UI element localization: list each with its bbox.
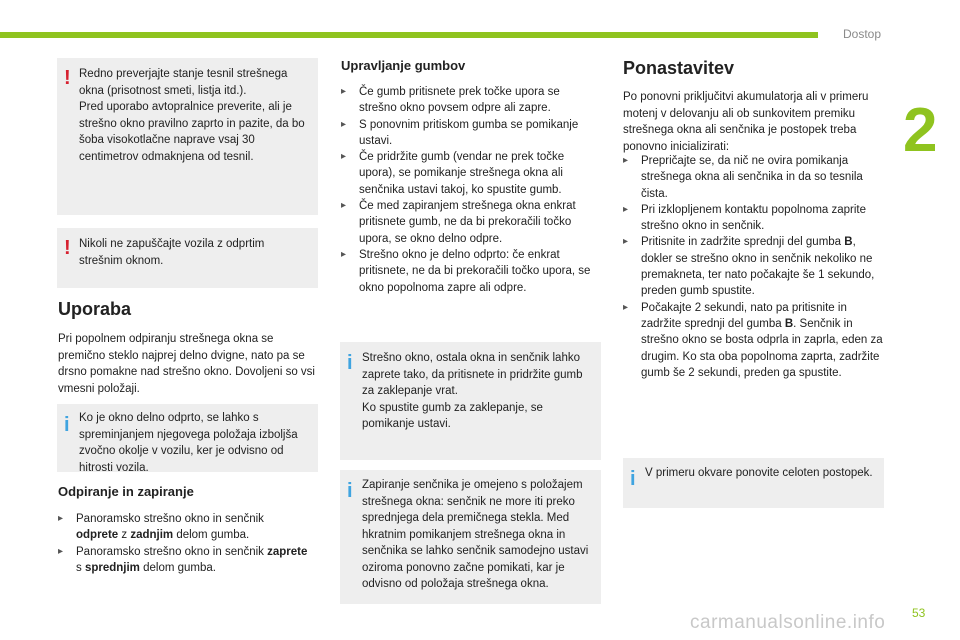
warning-icon: !	[64, 67, 71, 89]
warning-icon: !	[64, 237, 71, 259]
list-item: ▸ Pritisnite in zadržite sprednji del gumba B, dokler se strešno okno in senčnik nekoliko ne premakneta, ter nato počakajte še 1 sekundo, preden gumb spustite.	[623, 236, 875, 298]
list-item: ▸ Če med zapiranjem strešnega okna enkrat pritisnete gumb, ne da bi prekoračili točko upora, se okno delno odpre.	[341, 200, 576, 245]
info-text-lock-button: Strešno okno, ostala okna in senčnik lahko zaprete tako, da pritisnete in pridržite gumb za zaklepanje vrat. Ko spustite gumb za zaklepanje, se pomikanje ustavi.	[362, 352, 583, 430]
ponastavitev-heading: Ponastavitev	[623, 58, 735, 78]
uporaba-paragraph: Pri popolnem odpiranju strešnega okna se premično steklo najprej delno dvigne, nato pa se drsno pomakne nad strešno okno. Dovoljeni so vsi vmesni položaji.	[58, 333, 315, 395]
info-icon: i	[64, 414, 70, 436]
info-icon: i	[630, 468, 636, 490]
arrow-bullet-icon: ▸	[623, 203, 629, 215]
info-box-repeat	[623, 458, 884, 508]
warning-text-seals: Redno preverjajte stanje tesnil strešnega okna (prisotnost smeti, listja itd.). Pred uporabo avtopralnice preverite, ali je strešno okno pravilno zaprto in pazite, da bo šoba visokotlačne naprave vsaj 30 centimetrov odmaknjena od tesnil.	[79, 68, 305, 163]
warning-text-open-roof: Nikoli ne zapuščajte vozila z odprtim strešnim oknom.	[79, 238, 265, 267]
section-name: Dostop	[843, 27, 882, 41]
list-item: ▸ S ponovnim pritiskom gumba se pomikanje ustavi.	[341, 118, 579, 147]
arrow-bullet-icon: ▸	[341, 118, 347, 130]
ponastavitev-intro: Po ponovni priključitvi akumulatorja ali v primeru motenj v delovanju ali ob sunkovitem premiku strešnega okna ali senčnika je postopek treba ponovno inicializirati:	[623, 91, 869, 153]
uporaba-heading: Uporaba	[58, 299, 132, 319]
info-text-repeat: V primeru okvare ponovite celoten postopek.	[645, 467, 873, 479]
info-icon: i	[347, 480, 353, 502]
warning-box-seals	[57, 58, 318, 215]
arrow-bullet-icon: ▸	[341, 248, 347, 260]
info-text-blind-limit: Zapiranje senčnika je omejeno s položajem strešnega okna: senčnik ne more iti preko sprednjega dela premičnega stekla. Med hkratnim pomikanjem strešnega okna in senčnika se lahko senčnik samodejno ustavi oziroma ponovno začne pomikati, kar je odvisno od položaja strešnega okna.	[362, 479, 589, 590]
ponastavitev-list	[623, 153, 885, 381]
arrow-bullet-icon: ▸	[341, 86, 347, 97]
info-text-noise: Ko je okno delno odprto, se lahko s spreminjanjem njegovega položaja izboljša zvočno okolje v vozilu, ker je odvisno od hitrosti vozila.	[79, 412, 298, 474]
list-item: ▸ Strešno okno je delno odprto: če enkrat pritisnete, ne da bi prekoračili točko upora, se okno popolnoma zapre ali odpre.	[341, 248, 591, 294]
info-box-noise	[57, 404, 318, 472]
arrow-bullet-icon: ▸	[341, 200, 347, 212]
arrow-bullet-icon: ▸	[58, 513, 64, 524]
list-item: ▸ Panoramsko strešno okno in senčnik zaprete s sprednjim delom gumba.	[58, 545, 308, 574]
list-item: ▸ Pri izklopljenem kontaktu popolnoma zaprite strešno okno in senčnik.	[623, 203, 867, 233]
info-icon: i	[347, 352, 353, 374]
arrow-bullet-icon: ▸	[58, 545, 64, 557]
odpiranje-heading: Odpiranje in zapiranje	[58, 484, 194, 499]
list-item: ▸ Če gumb pritisnete prek točke upora se strešno okno povsem odpre ali zapre.	[341, 86, 560, 115]
page-number: 53	[912, 606, 926, 620]
odpiranje-list	[58, 511, 308, 576]
arrow-bullet-icon: ▸	[623, 155, 629, 166]
list-item: ▸ Če pridržite gumb (vendar ne prek točke upora), se pomikanje strešnega okna ali senčnika ustavi takoj, ko spustite gumb.	[341, 151, 565, 196]
watermark: carmanualsonline.info	[690, 612, 886, 633]
info-box-blind-limit	[340, 470, 601, 604]
arrow-bullet-icon: ▸	[623, 301, 629, 313]
chapter-number: 2	[903, 96, 938, 165]
upravljanje-list	[341, 84, 599, 296]
upravljanje-heading: Upravljanje gumbov	[341, 58, 466, 73]
info-box-lock-button	[340, 342, 601, 460]
list-item: ▸ Panoramsko strešno okno in senčnik odprete z zadnjim delom gumba.	[58, 513, 264, 542]
warning-box-open-roof	[57, 228, 318, 288]
arrow-bullet-icon: ▸	[341, 151, 347, 163]
arrow-bullet-icon: ▸	[623, 236, 629, 248]
list-item: ▸ Počakajte 2 sekundi, nato pa pritisnite in zadržite sprednji del gumba B. Senčnik in strešno okno se bosta odprla in zaprla, eden za drugim. Ko sta oba popolnoma zaprta, zadržite gumb še 2 sekundi, preden ga spustite.	[623, 301, 883, 379]
section-color-bar	[0, 32, 818, 38]
list-item: ▸ Prepričajte se, da nič ne ovira pomikanja strešnega okna ali senčnika in da so tesnila čista.	[623, 155, 863, 200]
